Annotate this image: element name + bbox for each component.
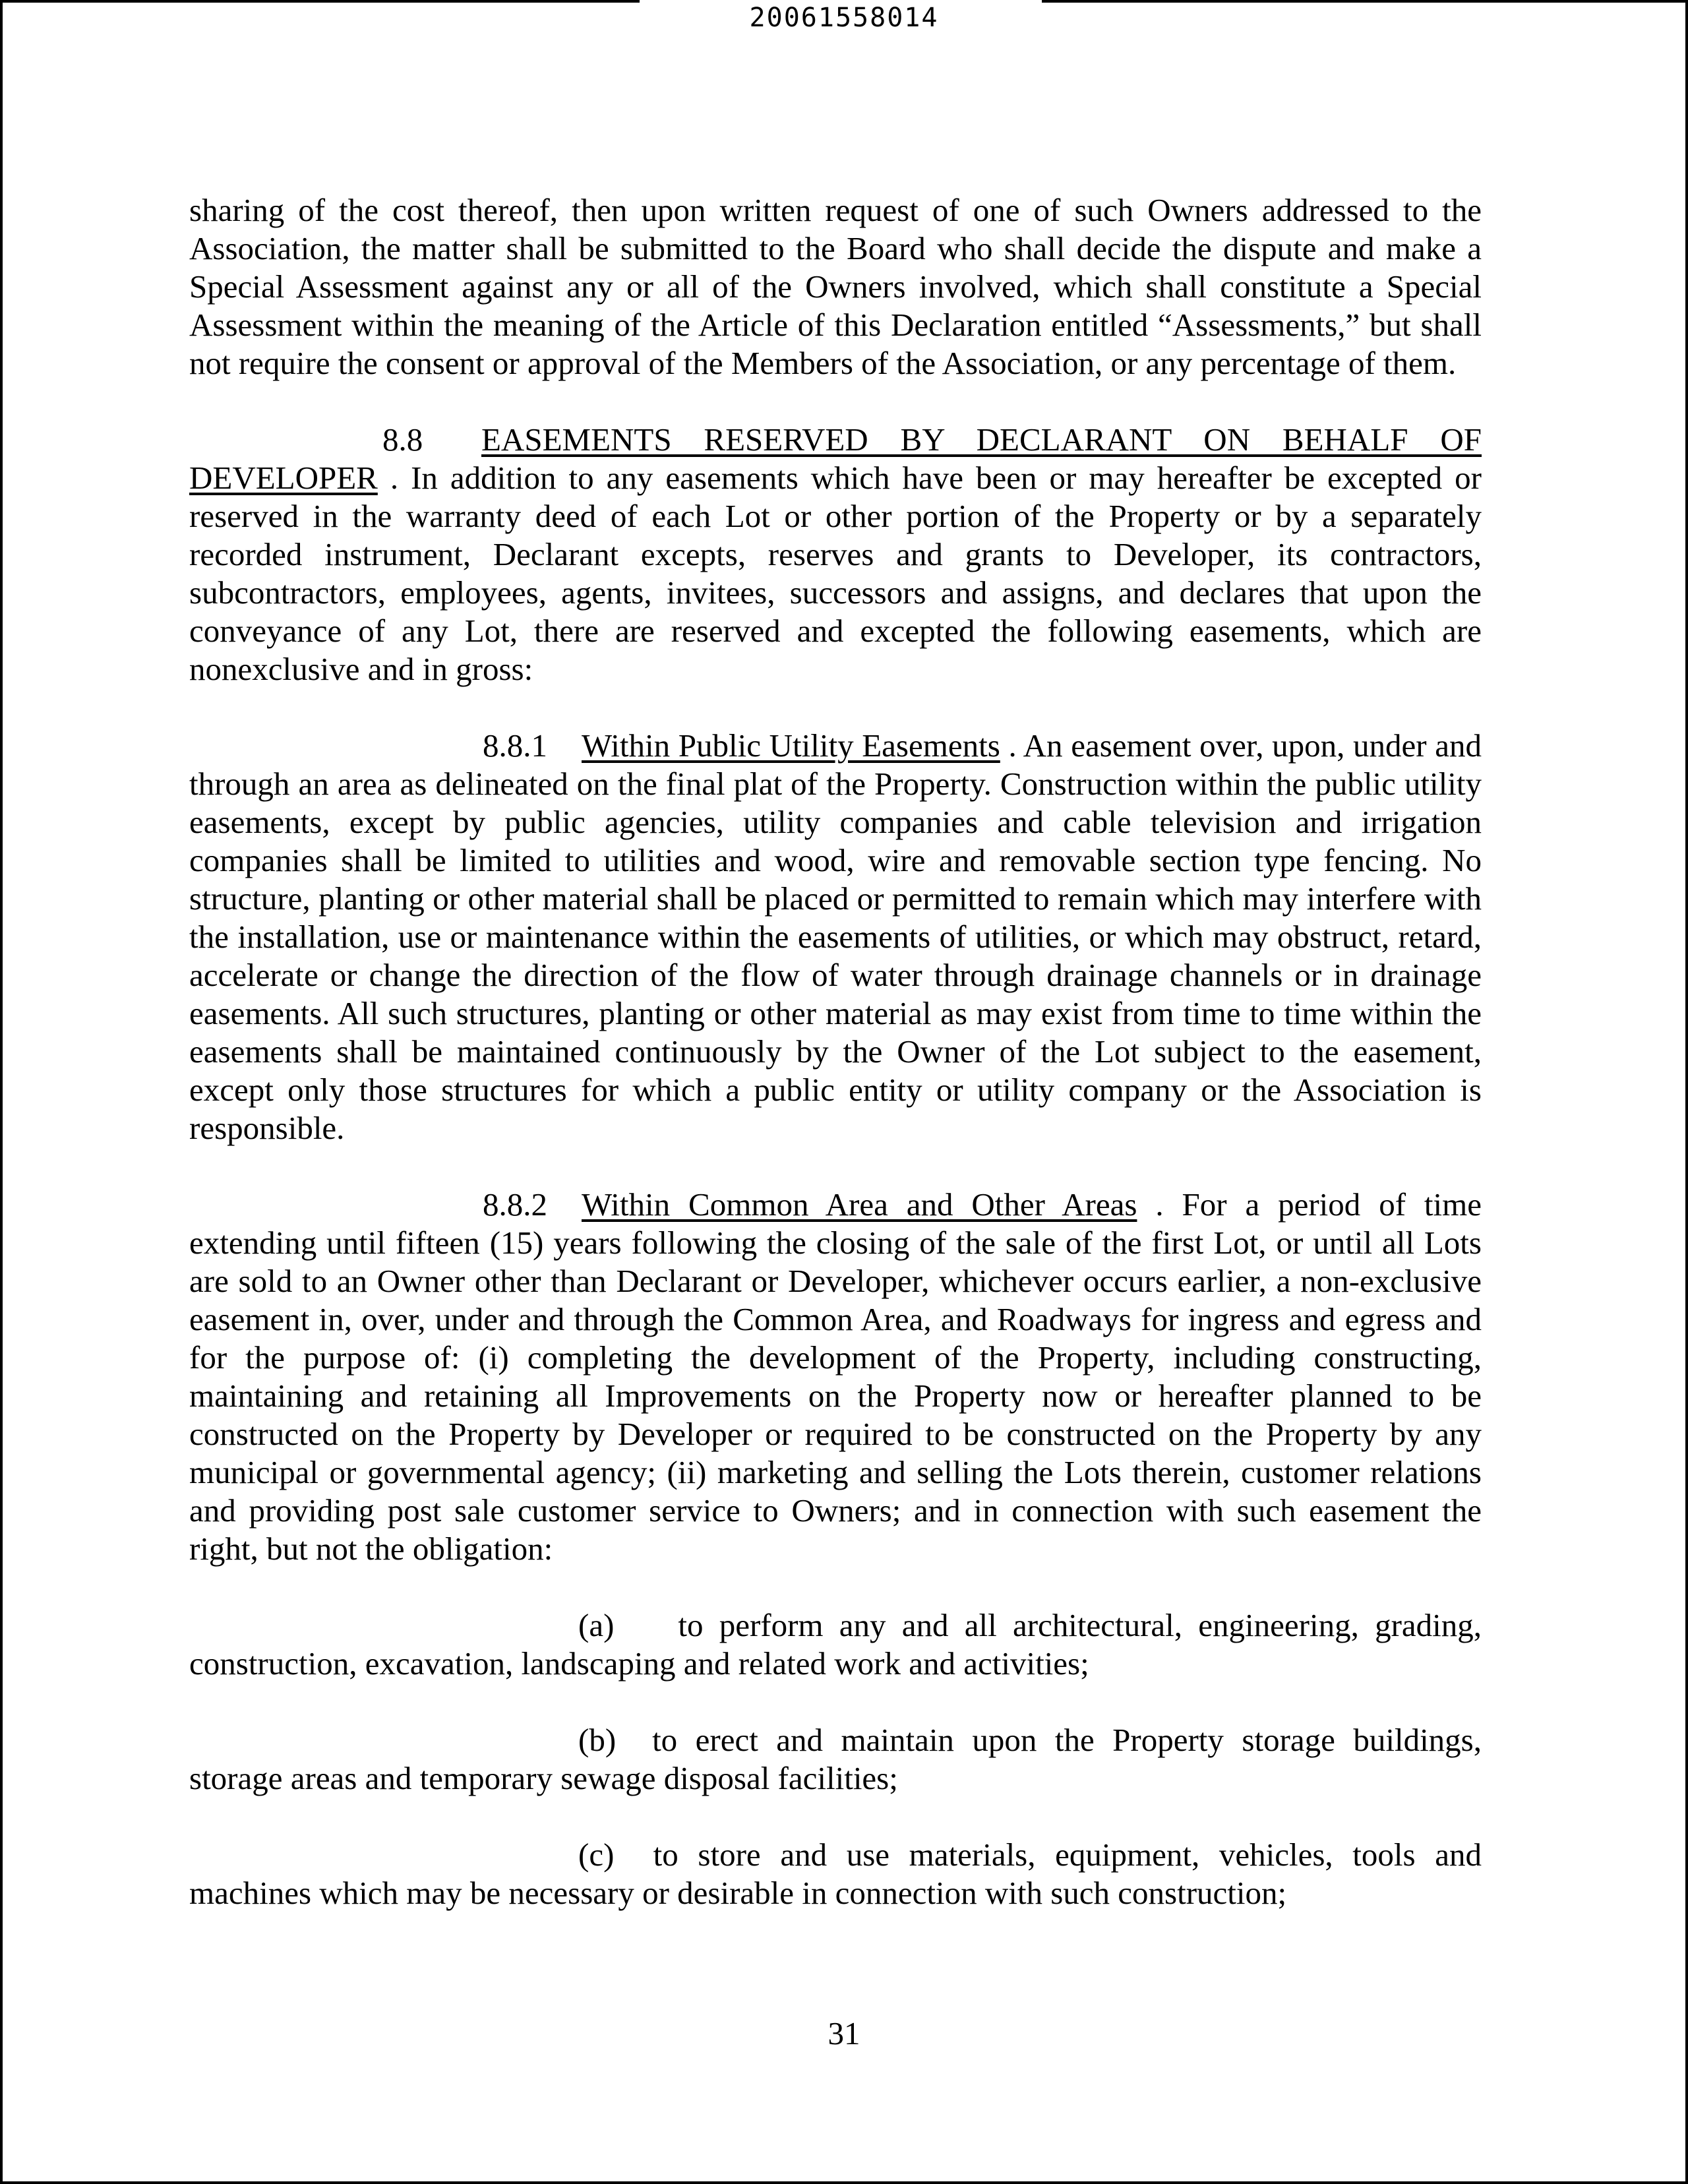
- page-number: 31: [828, 2015, 860, 2051]
- intro-paragraph: sharing of the cost thereof, then upon written request of one of such Owners addressed to the Association, the matter shall be submitted to the Board who shall decide the dispute and make a Special Assessment against any or all of the Owners involved, which shall constitute a Special Assessment within the meaning of the Article of this Declaration entitled “Assessments,” but shall not require the consent or approval of the Members of the Association, or any percentage of them.: [189, 192, 1482, 381]
- scan-border-bottom: [0, 2181, 1688, 2184]
- item-text: to store and use materials, equipment, vehicles, tools and machines which may be necessary or desirable in connection with such construction;: [189, 1836, 1482, 1911]
- section-text: . For a period of time extending until fifteen (15) years following the closing of the sale of the first Lot, or until all Lots are sold to an Owner other than Declarant or Developer, whichever occurs earlier, a non-exclusive easement in, over, under and through the Common Area, and Roadways for ingress and egress and for the purpose of: (i) completing the development of the Property, including constructing, maintaining and retaining all Improvements on the Property now or hereafter planned to be constructed on the Property by Developer or required to be constructed on the Property by any municipal or governmental agency; (ii) marketing and selling the Lots therein, customer relations and providing post sale customer service to Owners; and in connection with such easement the right, but not the obligation:: [189, 1186, 1482, 1567]
- scan-border-right: [1685, 0, 1688, 2184]
- item-label: (c): [578, 1836, 615, 1873]
- section-heading: EASEMENTS RESERVED BY DECLARANT ON BEHALF OF DEVELOPER: [189, 421, 1482, 496]
- section-heading: Within Common Area and Other Areas: [582, 1186, 1137, 1223]
- item-text: to erect and maintain upon the Property storage buildings, storage areas and temporary sewage disposal facilities;: [189, 1722, 1482, 1796]
- section-text: . In addition to any easements which have been or may hereafter be excepted or reserved in the warranty deed of each Lot or other portion of the Property or by a separately recorded instrument, Declarant excepts, reserves and grants to Developer, its contractors, subcontractors, employees, agents, invitees, successors and assigns, and declares that upon the conveyance of any Lot, there are reserved and excepted the following easements, which are nonexclusive and in gross:: [189, 460, 1482, 687]
- item-label: (a): [578, 1607, 615, 1643]
- section-8-8-2-paragraph: [189, 1186, 1482, 1568]
- section-number: 8.8.2: [483, 1186, 547, 1223]
- section-8-8-1-paragraph: [189, 727, 1482, 1147]
- item-label: (b): [578, 1722, 617, 1758]
- document-page: [189, 191, 1482, 1951]
- section-text: . An easement over, upon, under and through an area as delineated on the final plat of the Property. Construction within the public utility easements, except by public agencies, utility companies and cable television and irrigation companies shall be limited to utilities and wood, wire and removable section type fencing. No structure, planting or other material shall be placed or permitted to remain which may interfere with the installation, use or maintenance within the easements of utilities, or which may obstruct, retard, accelerate or change the direction of the flow of water through drainage channels or in drainage easements. All such structures, planting or other material as may exist from time to time within the easements shall be maintained continuously by the Owner of the Lot subject to the easement, except only those structures for which a public entity or utility company or the Association is responsible.: [189, 727, 1482, 1146]
- document-number: 20061558014: [749, 3, 939, 33]
- list-item-c: [189, 1836, 1482, 1912]
- list-item-b: [189, 1721, 1482, 1798]
- section-8-8-paragraph: [189, 421, 1482, 688]
- scan-border-left: [0, 0, 3, 2184]
- section-heading: Within Public Utility Easements: [582, 727, 1000, 764]
- list-item-a: [189, 1606, 1482, 1683]
- section-number: 8.8: [382, 421, 423, 458]
- item-text: to perform any and all architectural, engineering, grading, construction, excavation, landscaping and related work and activities;: [189, 1607, 1482, 1682]
- section-number: 8.8.1: [483, 727, 547, 764]
